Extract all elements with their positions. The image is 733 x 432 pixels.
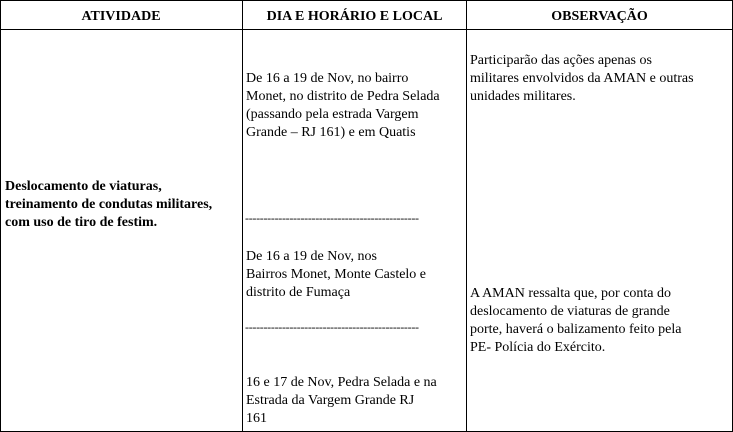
local-2-line-2: Bairros Monet, Monte Castelo e — [246, 267, 427, 282]
local-3-line-3: 161 — [246, 411, 267, 426]
atividade-line-1: Deslocamento de viaturas, — [5, 179, 162, 194]
observacao-2-line-1: A AMAN ressalta que, por conta do — [470, 286, 672, 301]
separator-1: ----------------------------------------------- — [245, 211, 419, 225]
header-atividade: ATIVIDADE — [81, 9, 161, 24]
observacao-1-line-1: Participarão das ações apenas os — [470, 53, 652, 68]
observacao-1-line-2: militares envolvidos da AMAN e outras — [470, 71, 694, 86]
separator-2: ----------------------------------------------- — [245, 320, 419, 334]
local-3-line-2: Estrada da Vargem Grande RJ — [246, 393, 415, 408]
observacao-1-line-3: unidades militares. — [470, 89, 576, 104]
local-2-line-1: De 16 a 19 de Nov, nos — [246, 249, 377, 264]
local-1-line-2: Monet, no distrito de Pedra Selada — [246, 89, 440, 104]
local-1-line-3: (passando pela estrada Vargem — [246, 107, 419, 122]
local-1-line-4: Grande – RJ 161) e em Quatis — [246, 125, 416, 140]
atividade-line-2: treinamento de condutas militares, — [5, 197, 213, 212]
observacao-2-line-3: porte, haverá o balizamento feito pela — [470, 322, 682, 337]
observacao-2-line-2: deslocamento de viaturas de grande — [470, 304, 670, 319]
border-top — [0, 0, 733, 1]
border-col2 — [466, 0, 467, 432]
border-col1 — [242, 0, 243, 432]
border-header-bottom — [0, 29, 733, 30]
border-left — [0, 0, 1, 432]
local-2-line-3: distrito de Fumaça — [246, 285, 351, 300]
atividade-line-3: com uso de tiro de festim. — [5, 215, 158, 230]
local-1-line-1: De 16 a 19 de Nov, no bairro — [246, 71, 409, 86]
header-dia-horario-local: DIA E HORÁRIO E LOCAL — [266, 9, 443, 24]
local-3-line-1: 16 e 17 de Nov, Pedra Selada e na — [246, 375, 437, 390]
header-observacao: OBSERVAÇÃO — [551, 9, 648, 24]
observacao-2-line-4: PE- Polícia do Exército. — [470, 340, 606, 355]
